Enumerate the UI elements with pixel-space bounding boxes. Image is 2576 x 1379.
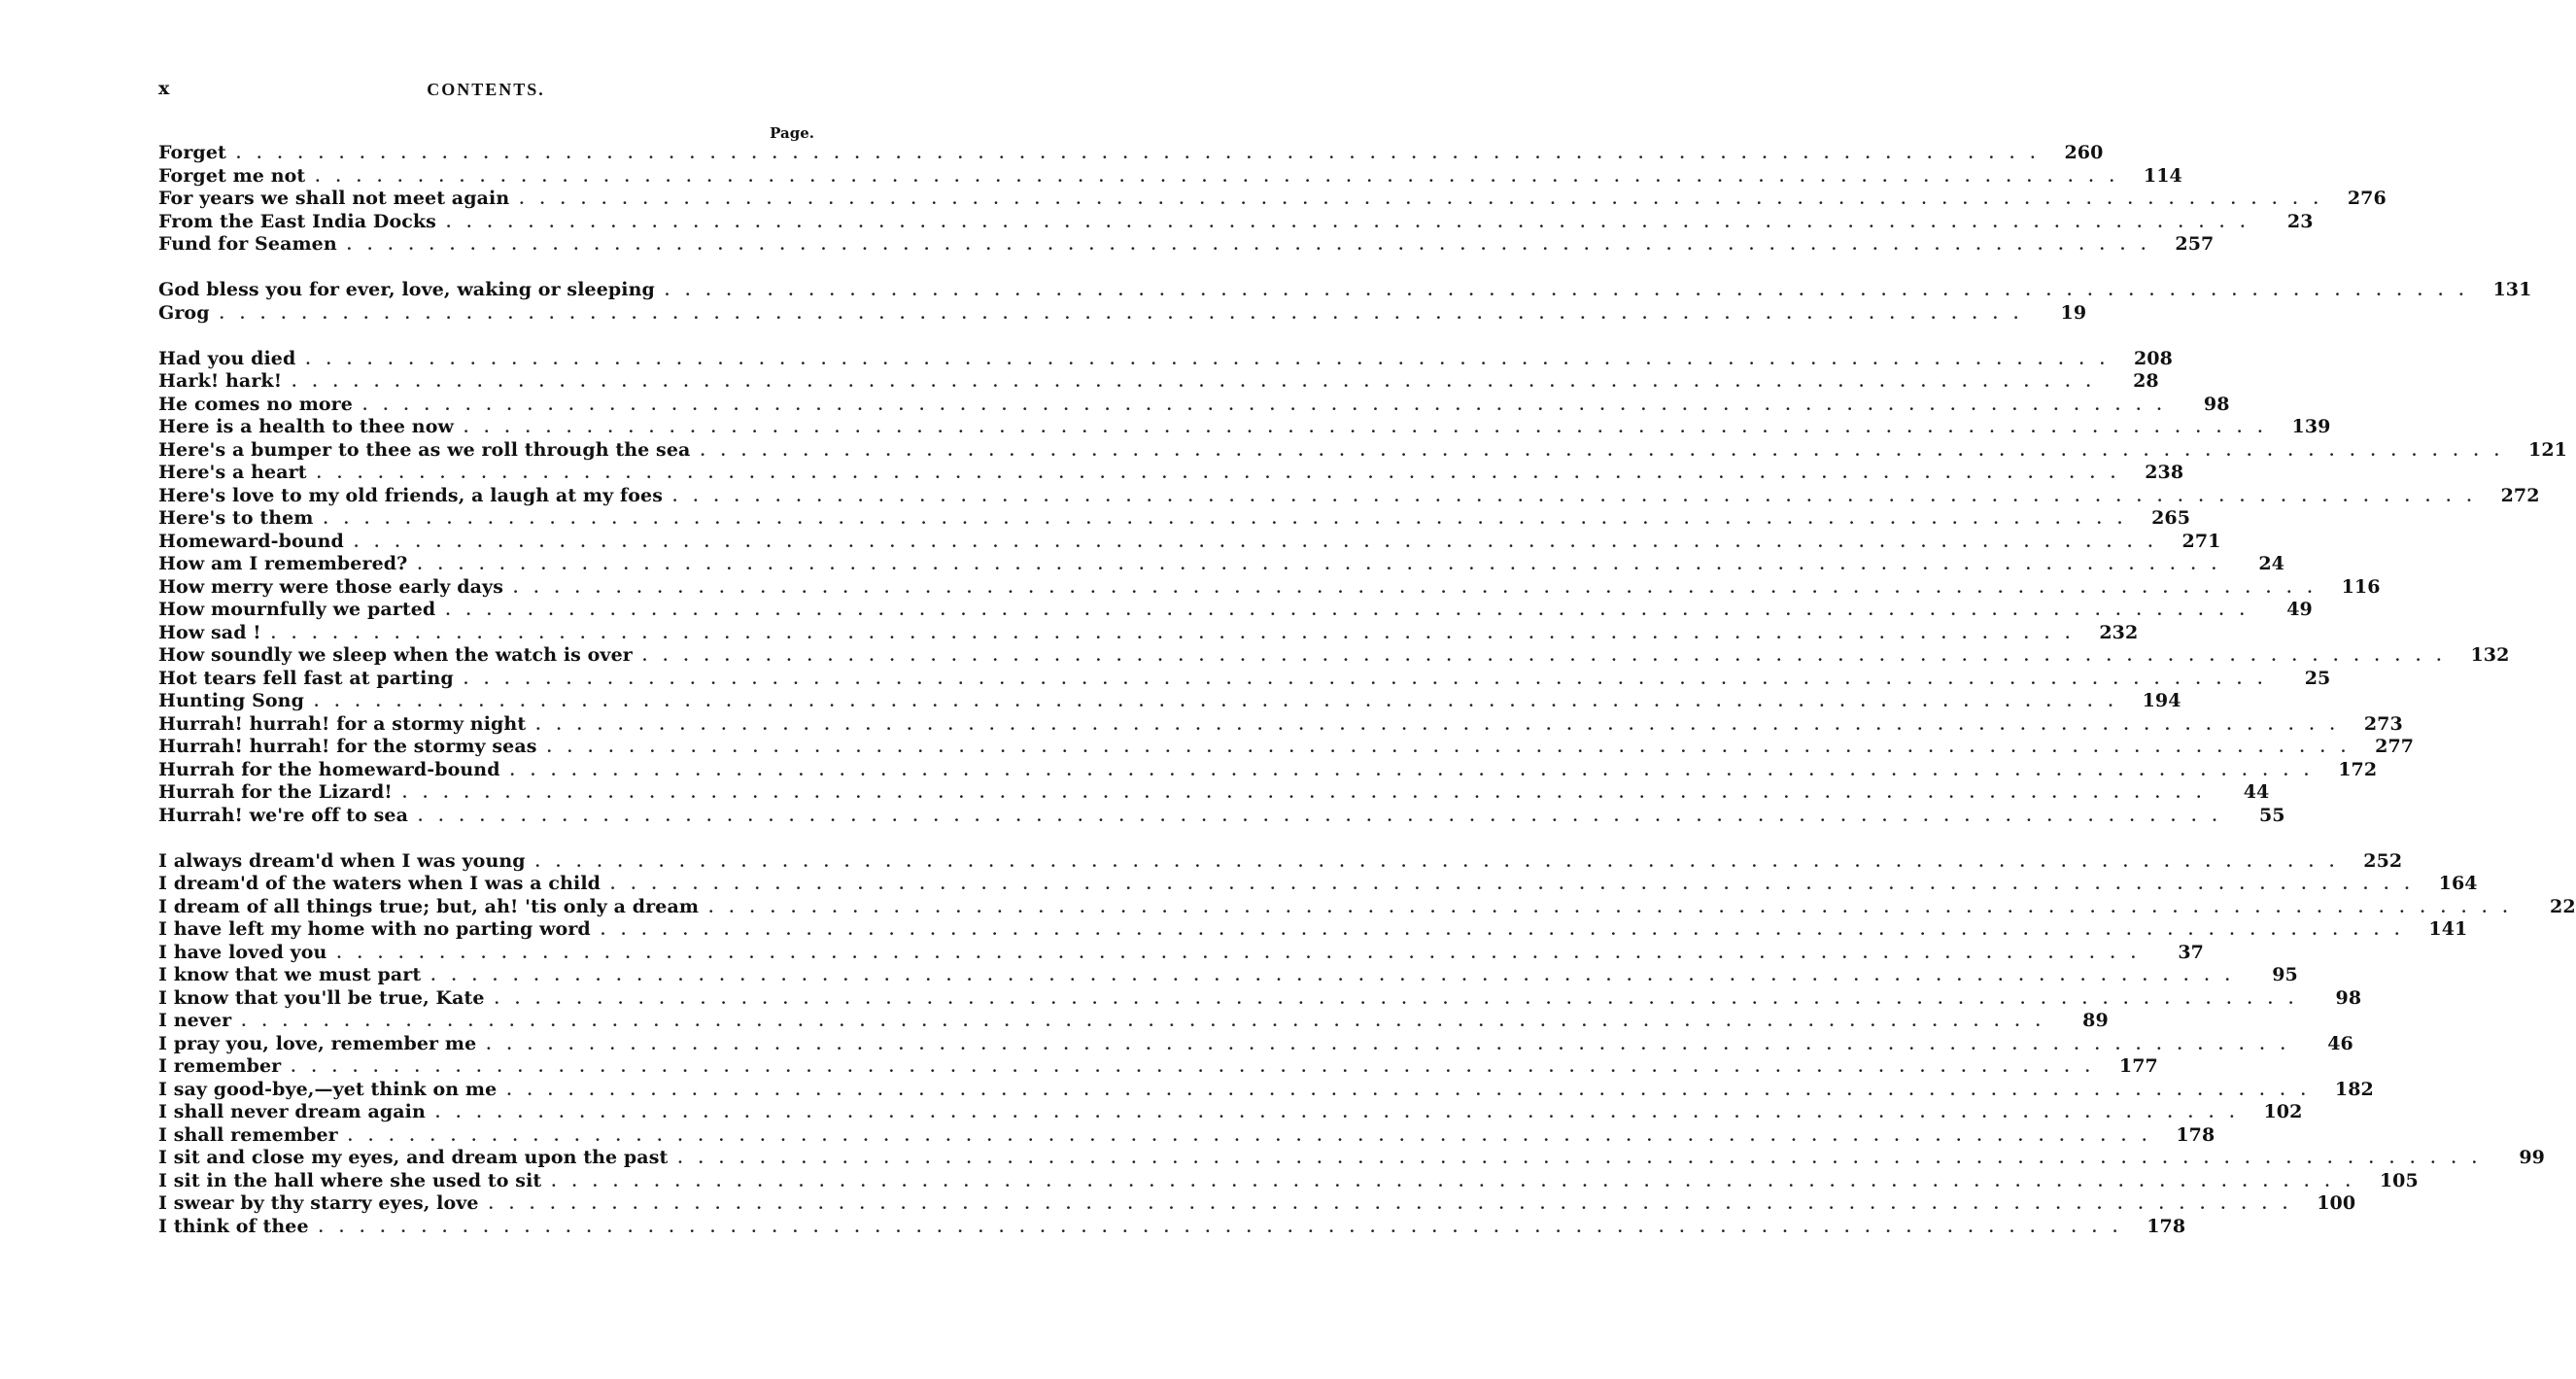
contents-entry: [158, 507, 2191, 531]
entry-page-number: 178: [2176, 1123, 2215, 1146]
contents-entry: [158, 301, 2087, 326]
entry-page-number: 19: [2060, 301, 2087, 324]
contents-entry: [158, 736, 2415, 759]
dot-leader: ........................................................................................: [318, 1218, 2134, 1236]
entry-page-number: 98: [2335, 986, 2362, 1009]
dot-leader: ........................................................................................: [346, 236, 2162, 254]
contents-entry: [158, 1078, 2374, 1102]
entry-title: For years we shall not meet again: [158, 188, 510, 209]
dot-leader: ........................................................................................: [417, 556, 2232, 573]
entry-title: I always dream'd when I was young: [158, 849, 526, 872]
dot-leader: ........................................................................................: [323, 510, 2139, 528]
entry-page-number: 276: [2347, 188, 2387, 209]
entry-page-number: 208: [2133, 347, 2173, 369]
entry-page-number: 95: [2272, 964, 2298, 985]
entry-title: Hunting Song: [158, 690, 304, 711]
entry-page-number: 178: [2147, 1215, 2186, 1237]
contents-entry: [158, 1169, 2419, 1193]
dot-leader: ........................................................................................: [313, 693, 2129, 710]
dot-leader: ........................................................................................: [445, 602, 2260, 619]
contents-entry: [158, 964, 2298, 987]
contents-entry: [158, 1055, 2158, 1079]
entry-title: Here's to them: [158, 507, 314, 529]
entry-page-number: 272: [2500, 484, 2540, 506]
page-column-label: Page.: [770, 124, 814, 142]
contents-entry: [158, 438, 2568, 463]
entry-page-number: 260: [2064, 142, 2104, 163]
entry-page-number: 25: [2304, 667, 2331, 689]
dot-leader: ........................................................................................: [488, 1195, 2304, 1213]
entry-page-number: 116: [2341, 575, 2381, 598]
contents-group: [158, 142, 2387, 257]
dot-leader: ........................................................................................: [708, 898, 2524, 916]
entry-title: Here's a bumper to thee as we roll through the sea: [158, 438, 691, 461]
entry-title: Fund for Seamen: [158, 233, 337, 255]
contents-entry: [158, 347, 2173, 371]
contents-entry: [158, 895, 2576, 919]
dot-leader: ........................................................................................: [292, 373, 2107, 391]
dot-leader: ........................................................................................: [610, 876, 2425, 893]
contents-entry: [158, 1147, 2545, 1170]
entry-page-number: 172: [2338, 758, 2378, 780]
dot-leader: ........................................................................................: [641, 647, 2457, 665]
entry-title: I have loved you: [158, 941, 327, 963]
entry-title: I know that you'll be true, Kate: [158, 986, 485, 1009]
dot-leader: ........................................................................................: [434, 1104, 2250, 1121]
entry-page-number: 265: [2151, 507, 2191, 529]
dot-leader: ........................................................................................: [361, 396, 2178, 414]
contents-entry: [158, 462, 2184, 485]
entry-page-number: 121: [2528, 438, 2568, 461]
contents-entry: [158, 370, 2159, 394]
entry-page-number: 89: [2082, 1010, 2109, 1031]
entry-page-number: 99: [2519, 1147, 2545, 1168]
entry-page-number: 49: [2286, 599, 2313, 620]
contents-entry: [158, 941, 2204, 965]
contents-entry: [158, 781, 2270, 805]
contents-entry: [158, 758, 2378, 782]
entry-title: I know that we must part: [158, 964, 422, 985]
entry-title: Hurrah for the homeward-bound: [158, 758, 500, 780]
entry-title: Homeward-bound: [158, 530, 344, 552]
entry-title: Hurrah! hurrah! for a stormy night: [158, 712, 527, 735]
dot-leader: ........................................................................................: [430, 967, 2246, 984]
entry-title: From the East India Docks: [158, 210, 436, 232]
dot-leader: ........................................................................................: [535, 715, 2351, 734]
entry-title: I sit in the hall where she used to sit: [158, 1169, 542, 1191]
contents-entry: [158, 690, 2181, 713]
entry-title: I never: [158, 1010, 232, 1031]
contents-entry: [158, 712, 2403, 737]
dot-leader: ........................................................................................: [315, 167, 2130, 186]
dot-leader: ........................................................................................: [235, 145, 2051, 162]
contents-entry: [158, 530, 2221, 554]
contents-group: [158, 347, 2568, 828]
contents-entry: [158, 142, 2104, 165]
dot-leader: ........................................................................................: [664, 282, 2480, 299]
entry-title: Here is a health to thee now: [158, 416, 454, 437]
dot-leader: ........................................................................................: [513, 578, 2328, 597]
entry-page-number: 277: [2375, 736, 2415, 757]
entry-page-number: 131: [2492, 279, 2532, 300]
contents-entry: [158, 986, 2362, 1011]
dot-leader: ........................................................................................: [305, 350, 2120, 368]
entry-title: I remember: [158, 1055, 282, 1077]
contents-list: [158, 142, 2576, 1238]
entry-page-number: 22: [2550, 895, 2576, 917]
entry-title: Forget: [158, 142, 226, 163]
contents-group: [158, 849, 2576, 1239]
entry-title: Here's love to my old friends, a laugh at my foes: [158, 484, 664, 506]
contents-entry: [158, 918, 2468, 942]
dot-leader: ........................................................................................: [418, 807, 2233, 825]
dot-leader: ........................................................................................: [700, 441, 2516, 460]
entry-page-number: 98: [2203, 393, 2230, 415]
dot-leader: ........................................................................................: [463, 670, 2279, 688]
contents-entry: [158, 484, 2540, 508]
dot-leader: ........................................................................................: [336, 944, 2151, 962]
entry-page-number: 252: [2363, 849, 2403, 872]
entry-title: How am I remembered?: [158, 553, 408, 574]
dot-leader: ........................................................................................: [270, 624, 2086, 642]
entry-title: I pray you, love, remember me: [158, 1032, 477, 1054]
dot-leader: ........................................................................................: [494, 989, 2310, 1008]
contents-group: [158, 279, 2532, 325]
dot-leader: ........................................................................................: [677, 1150, 2492, 1167]
dot-leader: ........................................................................................: [316, 465, 2132, 482]
contents-entry: [158, 164, 2182, 189]
dot-leader: ........................................................................................: [291, 1058, 2106, 1076]
contents-entry: [158, 621, 2139, 645]
entry-page-number: 100: [2317, 1192, 2356, 1214]
dot-leader: ........................................................................................: [463, 419, 2279, 436]
entry-title: I have left my home with no parting word: [158, 918, 591, 940]
entry-title: How sad !: [158, 621, 261, 643]
entry-title: I think of thee: [158, 1215, 309, 1237]
contents-entry: [158, 599, 2313, 622]
entry-title: I dream'd of the waters when I was a child: [158, 873, 601, 894]
contents-entry: [158, 279, 2532, 302]
dot-leader: ........................................................................................: [241, 1013, 2056, 1030]
entry-title: Had you died: [158, 347, 296, 369]
entry-title: How soundly we sleep when the watch is over: [158, 644, 633, 666]
entry-page-number: 177: [2118, 1055, 2158, 1077]
entry-title: He comes no more: [158, 393, 353, 415]
contents-entry: [158, 1215, 2186, 1239]
entry-page-number: 182: [2334, 1078, 2374, 1100]
entry-page-number: 139: [2291, 416, 2331, 437]
dot-leader: ........................................................................................: [551, 1172, 2366, 1190]
dot-leader: ........................................................................................: [486, 1035, 2301, 1053]
contents-entry: [158, 1101, 2303, 1124]
dot-leader: ........................................................................................: [401, 784, 2217, 802]
contents-entry: [158, 210, 2314, 234]
entry-title: Forget me not: [158, 164, 306, 187]
entry-title: I swear by thy starry eyes, love: [158, 1192, 479, 1214]
dot-leader: ........................................................................................: [519, 190, 2334, 208]
contents-entry: [158, 644, 2510, 668]
entry-title: I shall never dream again: [158, 1101, 426, 1122]
entry-page-number: 232: [2099, 621, 2139, 643]
entry-page-number: 257: [2175, 233, 2215, 255]
entry-title: How mournfully we parted: [158, 599, 436, 620]
entry-page-number: 194: [2142, 690, 2181, 711]
page-folio: x: [158, 78, 171, 99]
dot-leader: ........................................................................................: [509, 761, 2325, 779]
contents-entry: [158, 188, 2387, 211]
entry-page-number: 24: [2258, 553, 2284, 574]
entry-page-number: 23: [2286, 210, 2314, 232]
entry-page-number: 114: [2143, 164, 2182, 187]
entry-page-number: 141: [2428, 918, 2468, 940]
dot-leader: ........................................................................................: [506, 1081, 2321, 1099]
contents-entry: [158, 804, 2285, 828]
dot-leader: ........................................................................................: [353, 533, 2169, 551]
contents-entry: [158, 553, 2284, 576]
entry-title: I sit and close my eyes, and dream upon the past: [158, 1147, 669, 1168]
entry-page-number: 164: [2438, 873, 2478, 894]
contents-entry: [158, 1010, 2109, 1033]
entry-title: I dream of all things true; but, ah! 'tis only a dream: [158, 895, 700, 917]
entry-title: Grog: [158, 301, 210, 324]
entry-page-number: 105: [2379, 1169, 2419, 1191]
entry-page-number: 271: [2181, 530, 2221, 552]
entry-page-number: 273: [2363, 712, 2403, 735]
dot-leader: ........................................................................................: [672, 487, 2488, 505]
entry-title: God bless you for ever, love, waking or sleeping: [158, 279, 655, 300]
entry-page-number: 102: [2263, 1101, 2303, 1122]
contents-entry: [158, 873, 2478, 896]
dot-leader: ........................................................................................: [546, 739, 2362, 756]
entry-title: Hark! hark!: [158, 370, 283, 392]
entry-title: Hurrah! hurrah! for the stormy seas: [158, 736, 537, 757]
entry-page-number: 37: [2178, 941, 2204, 963]
dot-leader: ........................................................................................: [445, 213, 2261, 231]
contents-entry: [158, 1192, 2356, 1216]
entry-title: How merry were those early days: [158, 575, 503, 598]
entry-title: Hurrah! we're off to sea: [158, 804, 409, 826]
contents-entry: [158, 849, 2403, 874]
entry-page-number: 55: [2258, 804, 2285, 826]
entry-title: Hurrah for the Lizard!: [158, 781, 393, 803]
contents-entry: [158, 233, 2215, 257]
entry-page-number: 44: [2243, 781, 2270, 803]
contents-entry: [158, 1123, 2215, 1148]
dot-leader: ........................................................................................: [219, 304, 2035, 323]
entry-page-number: 28: [2133, 370, 2159, 392]
entry-title: Hot tears fell fast at parting: [158, 667, 454, 689]
contents-entry: [158, 393, 2230, 417]
entry-page-number: 132: [2470, 644, 2510, 666]
contents-entry: [158, 667, 2331, 691]
contents-entry: [158, 1032, 2353, 1056]
dot-leader: ........................................................................................: [347, 1126, 2163, 1145]
dot-leader: ........................................................................................: [600, 921, 2416, 939]
contents-entry: [158, 416, 2331, 439]
entry-title: I shall remember: [158, 1123, 338, 1146]
entry-page-number: 238: [2145, 462, 2184, 483]
entry-title: I say good-bye,—yet think on me: [158, 1078, 498, 1100]
entry-page-number: 46: [2327, 1032, 2353, 1054]
running-head: CONTENTS.: [427, 80, 545, 99]
dot-leader: ........................................................................................: [534, 852, 2351, 871]
contents-entry: [158, 575, 2381, 600]
entry-title: Here's a heart: [158, 462, 307, 483]
